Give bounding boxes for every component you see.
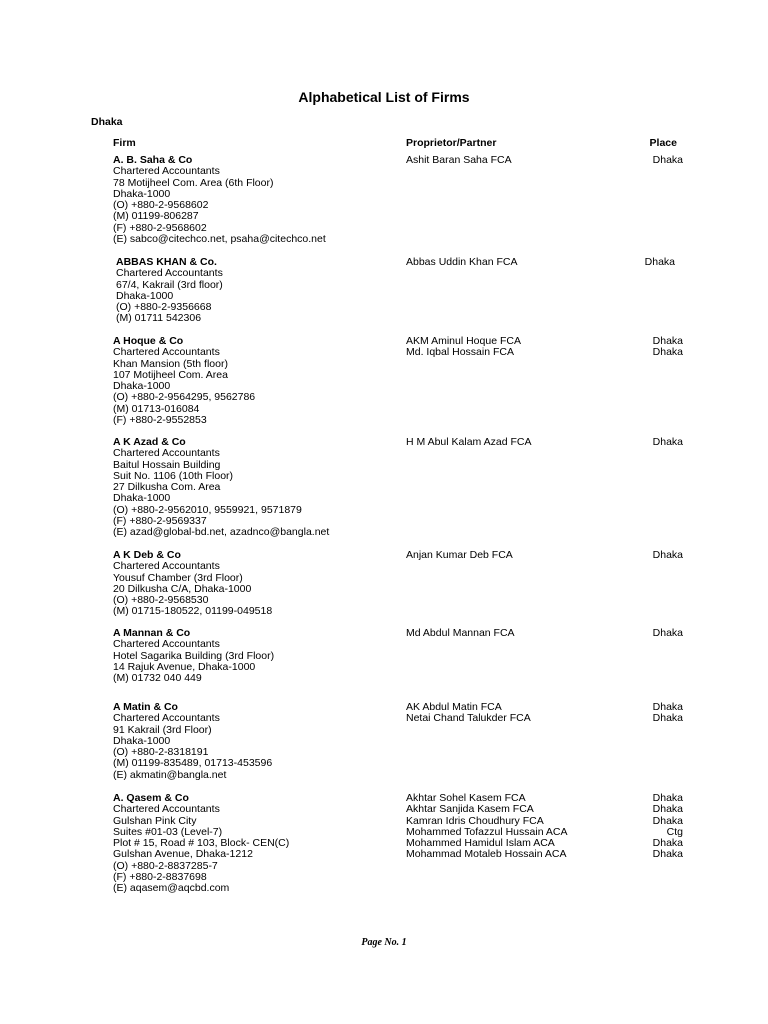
partner-list [406,550,636,561]
firm-details [113,155,398,245]
firm-address-line: (F) +880-2-8837698 [113,871,207,884]
partner-place: Dhaka [652,712,683,725]
firm-name: A Hoque & Co [113,335,184,347]
firm-address-line: 67/4, Kakrail (3rd floor) [116,278,223,291]
partner-list [406,437,636,448]
firm-address-line: (E) azad@global-bd.net, azadnco@bangla.net [113,526,330,539]
firm-address-line: Yousuf Chamber (3rd Floor) [113,571,243,584]
firm-details [116,257,401,325]
firm-address-line: Chartered Accountants [113,560,220,573]
partner-name: AKM Aminul Hoque FCA [406,335,521,347]
partner-name: Akhtar Sanjida Kasem FCA [406,803,534,816]
firm-address-line: (O) +880-2-9564295, 9562786 [113,391,256,404]
firm-address-line: Suites #01-03 (Level-7) [113,825,223,838]
firm-details [113,336,398,426]
place-list [623,702,683,725]
partner-place: Dhaka [652,436,683,448]
firm-name: A Matin & Co [113,701,178,713]
firm-address-line: (O) +880-2-9562010, 9559921, 9571879 [113,503,302,516]
place-list [623,793,683,861]
firm-details [113,550,398,618]
firm-address-line: 78 Motijheel Com. Area (6th Floor) [113,176,274,189]
firm-address-line: (O) +880-2-8318191 [113,746,209,759]
firm-address-line: (M) 01732 040 449 [113,672,202,685]
partner-place: Dhaka [652,549,683,561]
firm-name: ABBAS KHAN & Co. [116,256,217,268]
firm-address-line: (O) +880-2-9568530 [113,594,209,607]
firm-address-line: Chartered Accountants [113,712,220,725]
partner-place: Ctg [666,825,683,838]
partner-name: Mohammed Tofazzul Hussain ACA [406,825,568,838]
place-list [623,437,683,448]
firm-address-line: Chartered Accountants [113,346,220,359]
firm-address-line: Chartered Accountants [113,638,220,651]
partner-place: Dhaka [652,701,683,713]
firm-address-line: (M) 01199-806287 [113,210,199,223]
firm-address-line: (F) +880-2-9568602 [113,221,207,234]
firm-address-line: (F) +880-2-9552853 [113,414,207,427]
firm-address-line: (O) +880-2-9356668 [116,301,212,314]
partner-name: H M Abul Kalam Azad FCA [406,436,532,448]
firm-address-line: Dhaka-1000 [113,492,171,505]
firm-address-line: Gulshan Pink City [113,814,197,827]
partner-place: Dhaka [652,848,683,861]
firm-address-line: (E) sabco@citechco.net, psaha@citechco.net [113,233,326,246]
partner-list [406,257,636,268]
firm-address-line: (O) +880-2-8837285-7 [113,859,218,872]
firm-address-line: 20 Dilkusha C/A, Dhaka-1000 [113,582,252,595]
partner-name: Abbas Uddin Khan FCA [406,256,518,268]
partner-list [406,628,636,639]
partner-name: Mohammad Motaleb Hossain ACA [406,848,567,861]
firm-name: A K Deb & Co [113,549,181,561]
firm-address-line: (E) akmatin@bangla.net [113,768,227,781]
firm-address-line: (M) 01715-180522, 01199-049518 [113,605,273,618]
firm-address-line: Dhaka-1000 [113,187,171,200]
city-heading: Dhaka [91,116,123,128]
partner-place: Dhaka [652,814,683,827]
partner-place: Dhaka [652,335,683,347]
firm-address-line: (E) aqasem@aqcbd.com [113,882,230,895]
partner-list [406,702,636,725]
partner-name: Md. Iqbal Hossain FCA [406,346,514,359]
firm-address-line: Dhaka-1000 [113,734,171,747]
partner-list [406,793,636,861]
firm-address-line: Baitul Hossain Building [113,458,221,471]
firm-address-line: Dhaka-1000 [113,380,171,393]
firm-name: A Mannan & Co [113,627,191,639]
partner-name: Netai Chand Talukder FCA [406,712,531,725]
partner-place: Dhaka [652,803,683,816]
firm-address-line: (F) +880-2-9569337 [113,515,207,528]
firm-address-line: Chartered Accountants [113,447,220,460]
partner-name: Mohammed Hamidul Islam ACA [406,837,555,850]
partner-list [406,155,636,166]
partner-place: Dhaka [652,154,683,166]
firm-address-line: Chartered Accountants [113,165,220,178]
firm-address-line: (O) +880-2-9568602 [113,199,209,212]
firm-address-line: 27 Dilkusha Com. Area [113,481,221,494]
firm-address-line: Chartered Accountants [113,803,220,816]
partner-name: Kamran Idris Choudhury FCA [406,814,544,827]
firm-name: A. Qasem & Co [113,792,189,804]
firm-address-line: Dhaka-1000 [116,289,174,302]
firm-address-line: 14 Rajuk Avenue, Dhaka-1000 [113,660,256,673]
firm-address-line: (M) 01713-016084 [113,402,200,415]
firm-address-line: (M) 01711 542306 [116,312,202,325]
partner-place: Dhaka [652,837,683,850]
firm-address-line: (M) 01199-835489, 01713-453596 [113,757,273,770]
place-list [623,336,683,359]
column-header-firm: Firm [113,137,136,149]
partner-name: Ashit Baran Saha FCA [406,154,512,166]
partner-name: Anjan Kumar Deb FCA [406,549,513,561]
place-list [623,155,683,166]
firm-address-line: Hotel Sagarika Building (3rd Floor) [113,649,275,662]
partner-place: Dhaka [652,627,683,639]
partner-place: Dhaka [652,792,683,804]
firm-details [113,702,398,781]
partner-name: Akhtar Sohel Kasem FCA [406,792,526,804]
firm-address-line: Khan Mansion (5th floor) [113,357,228,370]
firm-details [113,628,398,684]
partner-name: AK Abdul Matin FCA [406,701,502,713]
partner-place: Dhaka [644,256,675,268]
firm-address-line: Suit No. 1106 (10th Floor) [113,469,234,482]
partner-list [406,336,636,359]
partner-place: Dhaka [652,346,683,359]
firm-address-line: Chartered Accountants [116,267,223,280]
firm-address-line: Plot # 15, Road # 103, Block- CEN(C) [113,837,290,850]
page-title: Alphabetical List of Firms [298,89,470,105]
partner-name: Md Abdul Mannan FCA [406,627,515,639]
place-list [615,257,675,268]
firm-name: A K Azad & Co [113,436,186,448]
column-header-place: Place [649,137,677,149]
firm-name: A. B. Saha & Co [113,154,193,166]
firm-details [113,793,398,895]
firm-details [113,437,398,539]
place-list [623,550,683,561]
place-list [623,628,683,639]
firm-address-line: 107 Motijheel Com. Area [113,368,228,381]
firm-address-line: 91 Kakrail (3rd Floor) [113,723,212,736]
column-header-partner: Proprietor/Partner [406,137,497,149]
firm-address-line: Gulshan Avenue, Dhaka-1212 [113,848,253,861]
page-number: Page No. 1 [361,937,407,948]
